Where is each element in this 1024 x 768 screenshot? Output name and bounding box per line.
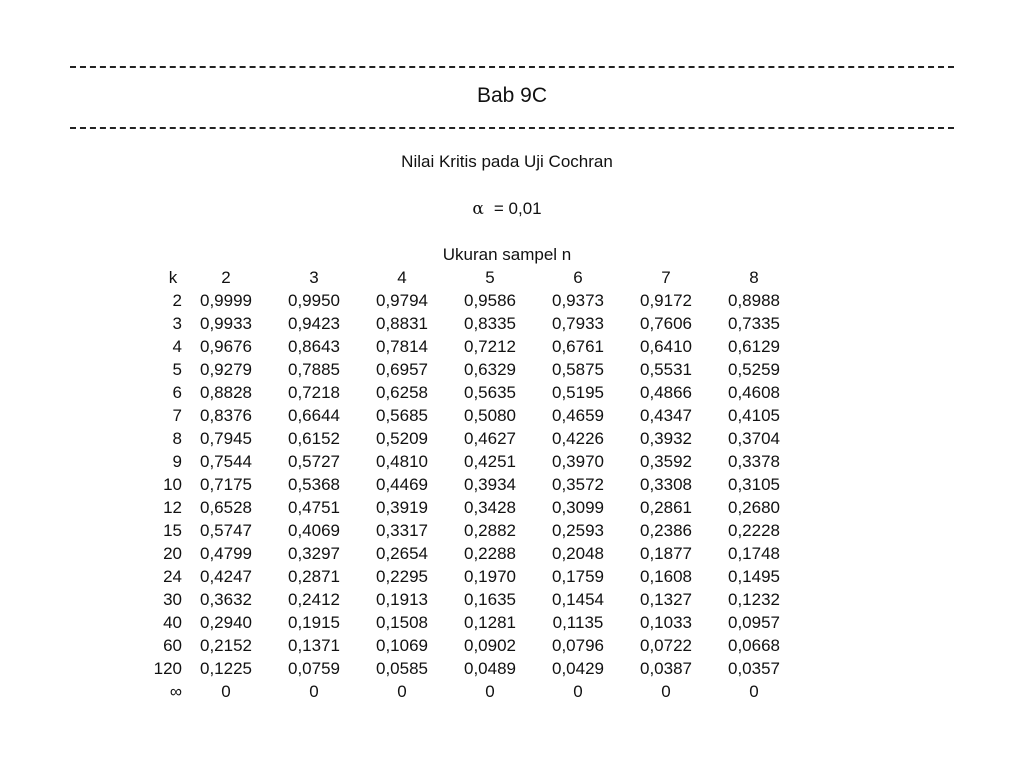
critical-value-cell: 0,1970 (464, 567, 516, 586)
n-column-header: 5 (485, 268, 495, 287)
critical-value-cell: 0,8335 (464, 314, 516, 333)
critical-value-cell: 0,2680 (728, 498, 780, 517)
critical-value-cell: 0,5531 (640, 360, 692, 379)
k-column-header: k (168, 268, 178, 287)
critical-value-cell: 0,1748 (728, 544, 780, 563)
critical-value-cell: 0,7814 (376, 337, 428, 356)
critical-value-cell: 0,4469 (376, 475, 428, 494)
n-column-header: 2 (221, 268, 231, 287)
critical-value-cell: 0,4247 (200, 567, 252, 586)
critical-value-cell: 0,7212 (464, 337, 516, 356)
table-header-row (140, 266, 798, 289)
table-row (140, 289, 798, 312)
critical-value-cell: 0,3934 (464, 475, 516, 494)
critical-value-cell: 0,3970 (552, 452, 604, 471)
critical-value-cell: 0,7218 (288, 383, 340, 402)
k-cell: 4 (172, 337, 182, 356)
critical-value-cell: 0,2228 (728, 521, 780, 540)
critical-value-cell: 0,9950 (288, 291, 340, 310)
critical-value-cell: 0,1454 (552, 590, 604, 609)
critical-value-cell: 0,0902 (464, 636, 516, 655)
critical-value-cell: 0,9794 (376, 291, 428, 310)
critical-value-cell: 0,0722 (640, 636, 692, 655)
critical-value-cell: 0,9423 (288, 314, 340, 333)
n-column-header: 8 (749, 268, 759, 287)
critical-value-cell: 0,1759 (552, 567, 604, 586)
k-cell: 30 (163, 590, 182, 609)
critical-value-cell: 0,3317 (376, 521, 428, 540)
critical-value-cell: 0,2288 (464, 544, 516, 563)
critical-value-cell: 0,5875 (552, 360, 604, 379)
critical-value-cell: 0,1635 (464, 590, 516, 609)
critical-value-cell: 0 (309, 682, 319, 701)
critical-value-cell: 0,6957 (376, 360, 428, 379)
critical-value-cell: 0,0387 (640, 659, 692, 678)
critical-value-cell: 0,7335 (728, 314, 780, 333)
critical-value-cell: 0,3592 (640, 452, 692, 471)
critical-value-cell: 0,1495 (728, 567, 780, 586)
critical-value-cell: 0,1608 (640, 567, 692, 586)
critical-value-cell: 0,1232 (728, 590, 780, 609)
n-column-header: 3 (309, 268, 319, 287)
critical-value-cell: 0,3105 (728, 475, 780, 494)
critical-value-cell: 0 (749, 682, 759, 701)
critical-value-cell: 0 (485, 682, 495, 701)
critical-value-cell: 0,5195 (552, 383, 604, 402)
critical-value-cell: 0,9999 (200, 291, 252, 310)
critical-value-cell: 0,4608 (728, 383, 780, 402)
critical-value-cell: 0,0796 (552, 636, 604, 655)
critical-value-cell: 0,3932 (640, 429, 692, 448)
k-cell: 10 (163, 475, 182, 494)
critical-value-cell: 0,6761 (552, 337, 604, 356)
table-row (140, 611, 798, 634)
table-row (140, 358, 798, 381)
k-cell: 7 (172, 406, 182, 425)
critical-value-cell: 0,3378 (728, 452, 780, 471)
critical-value-cell: 0,4627 (464, 429, 516, 448)
table-row (140, 427, 798, 450)
critical-value-cell: 0,0668 (728, 636, 780, 655)
table-row (140, 565, 798, 588)
critical-value-cell: 0,1371 (288, 636, 340, 655)
table-row (140, 381, 798, 404)
critical-value-cell: 0,4659 (552, 406, 604, 425)
critical-value-cell: 0,1877 (640, 544, 692, 563)
k-cell: 5 (172, 360, 182, 379)
critical-value-cell: 0,7945 (200, 429, 252, 448)
k-cell: 24 (163, 567, 182, 586)
critical-value-cell: 0,5727 (288, 452, 340, 471)
critical-value-cell: 0,9279 (200, 360, 252, 379)
critical-value-cell: 0 (221, 682, 231, 701)
critical-value-cell: 0,1913 (376, 590, 428, 609)
chapter-title: Bab 9C (476, 84, 548, 107)
critical-value-cell: 0,2654 (376, 544, 428, 563)
table-row (140, 634, 798, 657)
critical-value-cell: 0,4751 (288, 498, 340, 517)
critical-value-cell: 0,3632 (200, 590, 252, 609)
critical-value-cell: 0,0429 (552, 659, 604, 678)
table-title: Nilai Kritis pada Uji Cochran (401, 152, 613, 171)
table-row (140, 519, 798, 542)
table-row (140, 404, 798, 427)
critical-value-cell: 0,0759 (288, 659, 340, 678)
table-row (140, 473, 798, 496)
critical-value-cell: 0 (661, 682, 671, 701)
critical-value-cell: 0 (573, 682, 583, 701)
critical-value-cell: 0,2412 (288, 590, 340, 609)
critical-value-cell: 0,0585 (376, 659, 428, 678)
critical-value-cell: 0,5635 (464, 383, 516, 402)
critical-value-cell: 0,1225 (200, 659, 252, 678)
critical-value-cell: 0,8828 (200, 383, 252, 402)
critical-value-cell: 0,7933 (552, 314, 604, 333)
cochran-critical-values-table (140, 266, 798, 703)
critical-value-cell: 0,5209 (376, 429, 428, 448)
critical-value-cell: 0,2386 (640, 521, 692, 540)
critical-value-cell: 0,2593 (552, 521, 604, 540)
critical-value-cell: 0,8376 (200, 406, 252, 425)
critical-value-cell: 0,6129 (728, 337, 780, 356)
critical-value-cell: 0,9676 (200, 337, 252, 356)
critical-value-cell: 0,5685 (376, 406, 428, 425)
critical-value-cell: 0,2048 (552, 544, 604, 563)
table-row (140, 312, 798, 335)
table-row (140, 335, 798, 358)
table-row (140, 680, 798, 703)
critical-value-cell: 0,8988 (728, 291, 780, 310)
critical-value-cell: 0,8831 (376, 314, 428, 333)
critical-value-cell: 0,6329 (464, 360, 516, 379)
k-cell: 12 (163, 498, 182, 517)
critical-value-cell: 0,2871 (288, 567, 340, 586)
critical-value-cell: 0,4069 (288, 521, 340, 540)
critical-value-cell: 0,6258 (376, 383, 428, 402)
alpha-value: = 0,01 (493, 199, 542, 218)
critical-value-cell: 0,6152 (288, 429, 340, 448)
k-cell: 8 (172, 429, 182, 448)
critical-value-cell: 0,9172 (640, 291, 692, 310)
critical-value-cell: 0,1327 (640, 590, 692, 609)
table-row (140, 496, 798, 519)
critical-value-cell: 0,4799 (200, 544, 252, 563)
critical-value-cell: 0,3297 (288, 544, 340, 563)
sample-size-label: Ukuran sampel n (442, 245, 572, 264)
critical-value-cell: 0,4105 (728, 406, 780, 425)
critical-value-cell: 0,3919 (376, 498, 428, 517)
critical-value-cell: 0,3428 (464, 498, 516, 517)
critical-value-cell: 0,5368 (288, 475, 340, 494)
k-cell: 2 (172, 291, 182, 310)
critical-value-cell: 0,2295 (376, 567, 428, 586)
critical-value-cell: 0,4251 (464, 452, 516, 471)
critical-value-cell: 0,4226 (552, 429, 604, 448)
bottom-dashed-divider (70, 127, 954, 129)
critical-value-cell: 0,2882 (464, 521, 516, 540)
critical-value-cell: 0,2940 (200, 613, 252, 632)
critical-value-cell: 0,0357 (728, 659, 780, 678)
k-cell: 15 (163, 521, 182, 540)
critical-value-cell: 0,6528 (200, 498, 252, 517)
critical-value-cell: 0,7606 (640, 314, 692, 333)
critical-value-cell: 0,9586 (464, 291, 516, 310)
k-cell: 20 (163, 544, 182, 563)
table-row (140, 450, 798, 473)
k-cell: 6 (172, 383, 182, 402)
critical-value-cell: 0,4866 (640, 383, 692, 402)
critical-value-cell: 0,6644 (288, 406, 340, 425)
critical-value-cell: 0,5080 (464, 406, 516, 425)
critical-value-cell: 0,1281 (464, 613, 516, 632)
critical-value-cell: 0,3704 (728, 429, 780, 448)
critical-value-cell: 0,0489 (464, 659, 516, 678)
k-cell: 120 (153, 659, 182, 678)
n-column-header: 7 (661, 268, 671, 287)
table-row (140, 542, 798, 565)
critical-value-cell: 0,3099 (552, 498, 604, 517)
n-column-header: 6 (573, 268, 583, 287)
critical-value-cell: 0,1069 (376, 636, 428, 655)
k-cell: ∞ (169, 682, 182, 701)
critical-value-cell: 0,9373 (552, 291, 604, 310)
critical-value-cell: 0,7885 (288, 360, 340, 379)
critical-value-cell: 0,5747 (200, 521, 252, 540)
critical-value-cell: 0,0957 (728, 613, 780, 632)
table-row (140, 657, 798, 680)
critical-value-cell: 0,2152 (200, 636, 252, 655)
k-cell: 3 (172, 314, 182, 333)
n-column-header: 4 (397, 268, 407, 287)
critical-value-cell: 0,1135 (552, 613, 604, 632)
alpha-symbol: α (472, 199, 484, 219)
critical-value-cell: 0,1033 (640, 613, 692, 632)
critical-value-cell: 0,7175 (200, 475, 252, 494)
critical-value-cell: 0,9933 (200, 314, 252, 333)
k-cell: 60 (163, 636, 182, 655)
critical-value-cell: 0,4810 (376, 452, 428, 471)
critical-value-cell: 0,2861 (640, 498, 692, 517)
k-cell: 40 (163, 613, 182, 632)
critical-value-cell: 0,8643 (288, 337, 340, 356)
critical-value-cell: 0,1508 (376, 613, 428, 632)
critical-value-cell: 0,5259 (728, 360, 780, 379)
critical-value-cell: 0,4347 (640, 406, 692, 425)
critical-value-cell: 0 (397, 682, 407, 701)
critical-value-cell: 0,1915 (288, 613, 340, 632)
table-row (140, 588, 798, 611)
critical-value-cell: 0,6410 (640, 337, 692, 356)
top-dashed-divider (70, 66, 954, 68)
significance-level (0, 199, 1014, 219)
critical-value-cell: 0,3308 (640, 475, 692, 494)
critical-value-cell: 0,7544 (200, 452, 252, 471)
k-cell: 9 (172, 452, 182, 471)
critical-value-cell: 0,3572 (552, 475, 604, 494)
table-body (140, 289, 798, 703)
